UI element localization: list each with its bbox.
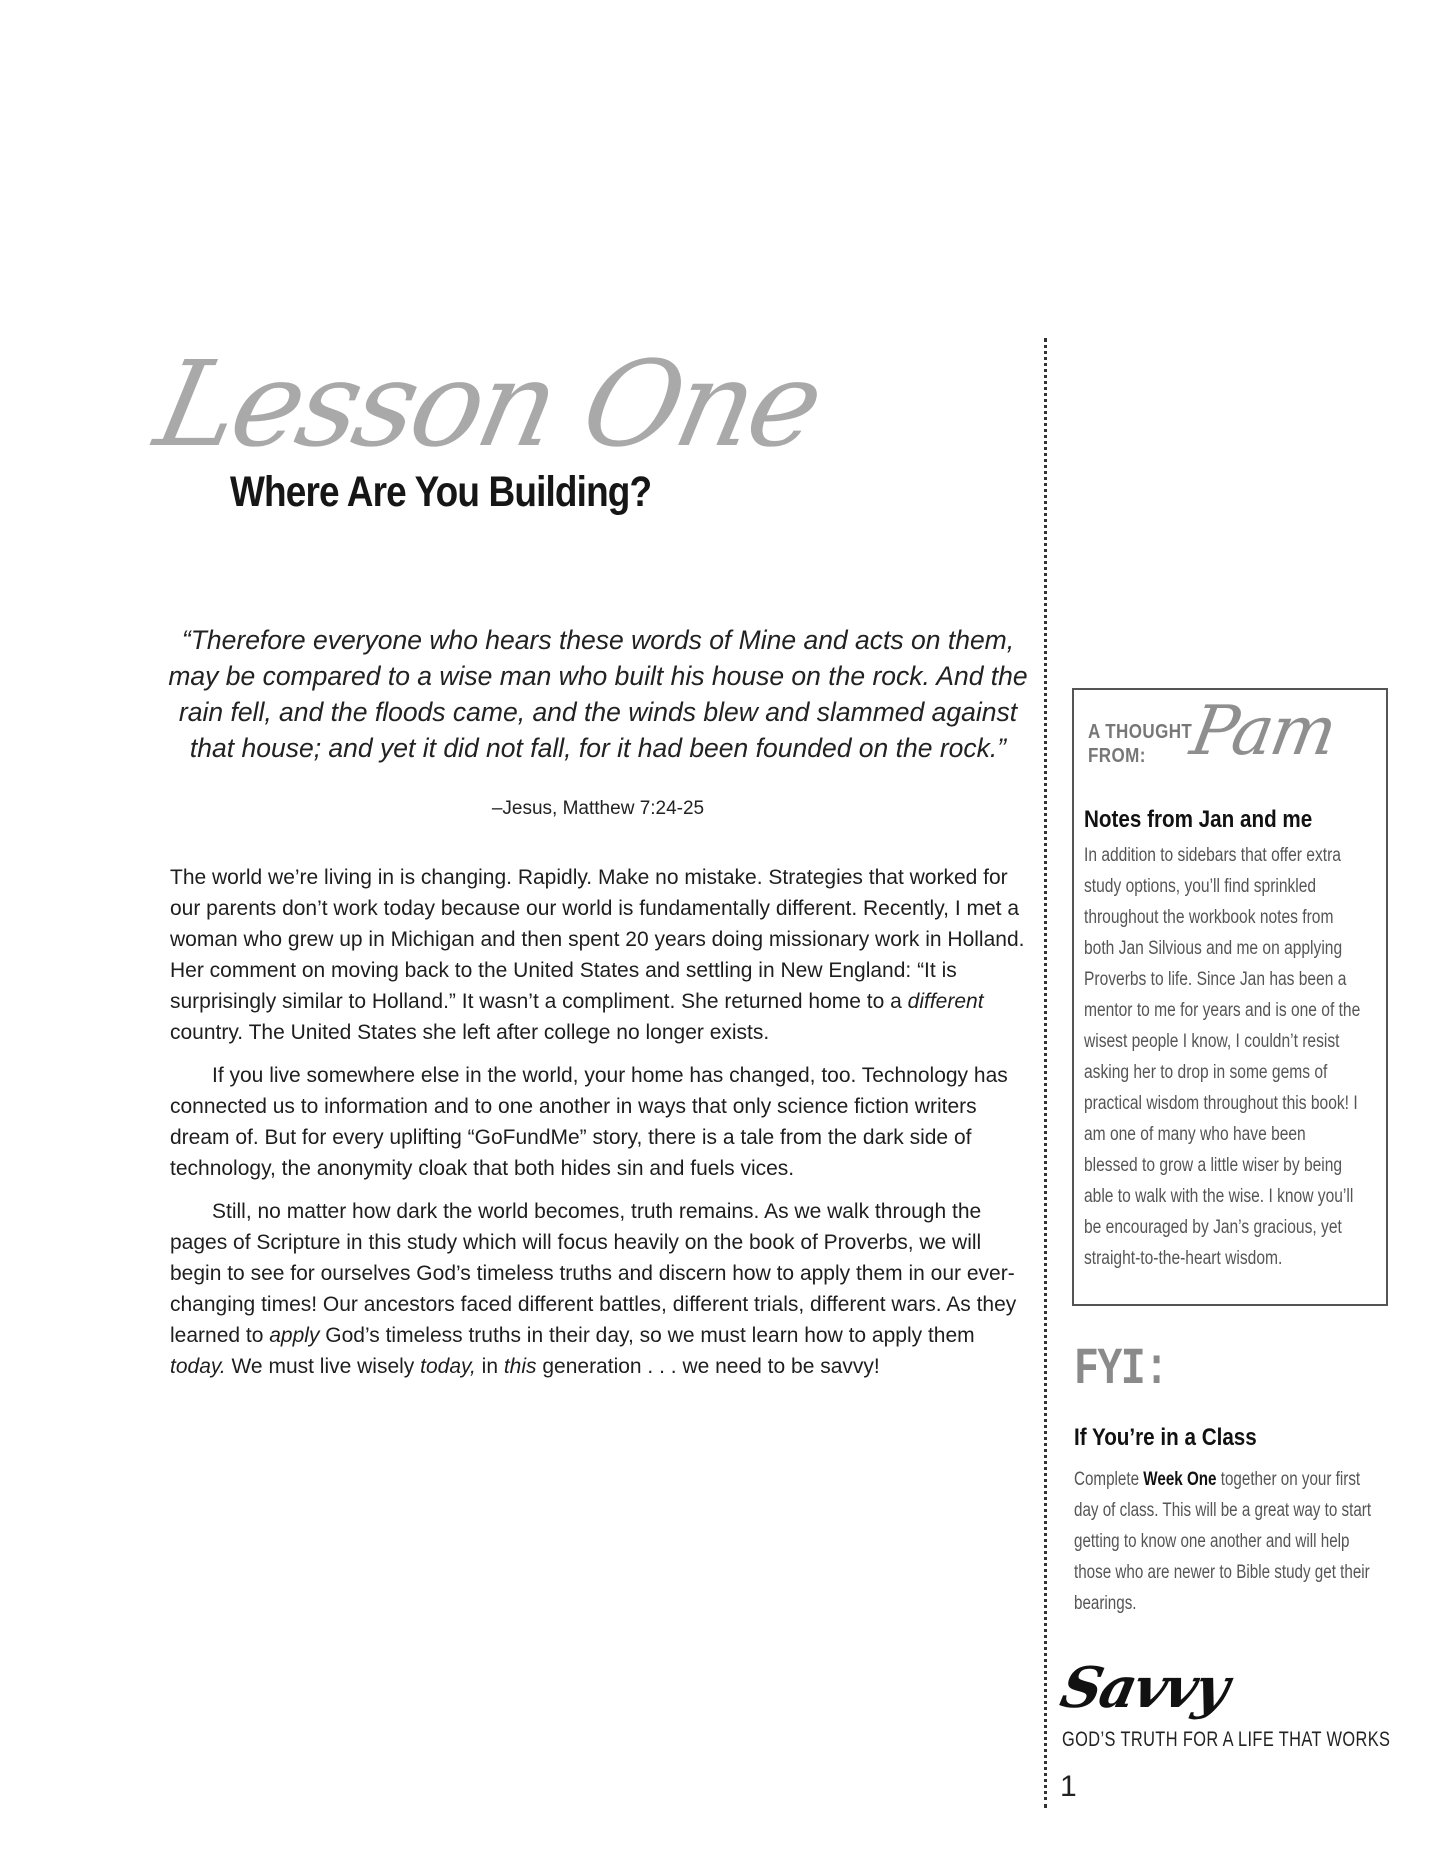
- fyi-bold-text: Week One: [1143, 1469, 1217, 1490]
- lesson-script-title: Lesson One: [145, 335, 832, 473]
- fyi-body: [1074, 1464, 1378, 1619]
- sidebar-divider: [1044, 338, 1047, 1808]
- body-text: God’s timeless truths in their day, so we must learn how to apply them: [319, 1324, 975, 1347]
- body-emphasis: different: [907, 990, 984, 1013]
- fyi-text: together on your first day of class. This will be a great way to start getting to know one another and will help those who are newer to Bible study get their bearings.: [1074, 1469, 1372, 1614]
- thought-body: In addition to sidebars that offer extra study options, you’ll find sprinkled throughout the workbook notes from both Jan Silvious and me on applying Proverbs to life. Since Jan has been a mentor to me for years and is one of the wisest people I know, I couldn’t resist asking her to drop in some gems of practical wisdom throughout this book! I am one of many who have been blessed to grow a little wiser by being able to walk with the wise. I know you’ll be encouraged by Jan’s gracious, yet straight-to-the-heart wisdom.: [1084, 845, 1361, 1269]
- fyi-heading: If You’re in a Class: [1074, 1424, 1257, 1451]
- body-text: country. The United States she left after college no longer exists.: [170, 1021, 770, 1044]
- body-text: We must live wisely: [225, 1355, 421, 1378]
- body-text: Still, no matter how dark the world becomes, truth remains. As we walk through the pages of Scripture in this study which will focus heavily on the book of Proverbs, we will begin to see for ourselves God’s timeless truths and discern how to apply them in our ever-changing times! Our ancestors faced different battles, different trials, different wars. As they learned to: [170, 1200, 1017, 1347]
- thought-sidebar-box: [1072, 688, 1388, 1306]
- body-emphasis: today.: [170, 1355, 226, 1378]
- body-paragraph-3: [170, 1196, 1032, 1382]
- scripture-citation: –Jesus, Matthew 7:24-25: [491, 798, 705, 819]
- body-text: in: [475, 1355, 504, 1378]
- thought-author-name: Pam: [1185, 692, 1341, 771]
- body-emphasis: today,: [420, 1355, 476, 1378]
- lesson-title: Where Are You Building?: [230, 468, 652, 516]
- thought-label-line: A THOUGHT: [1088, 721, 1193, 743]
- fyi-text: Complete: [1074, 1469, 1144, 1490]
- thought-label: [1088, 720, 1199, 768]
- scripture-quote: “Therefore everyone who hears these words of Mine and acts on them, may be compared to a wise man who built his house on the rock. And the rain fell, and the floods came, and the winds blew and slammed against that house; and yet it did not fall, for it had been founded on the rock.”: [168, 625, 1028, 763]
- savvy-tagline: GOD’S TRUTH FOR A LIFE THAT WORKS: [1062, 1728, 1391, 1751]
- body-paragraph-2: If you live somewhere else in the world, your home has changed, too. Technology has connected us to information and to one another in ways that only science fiction writers dream of. But for every uplifting “GoFundMe” story, there is a tale from the dark side of technology, the anonymity cloak that both hides sin and fuels vices.: [170, 1064, 1008, 1180]
- body-text: The world we’re living in is changing. Rapidly. Make no mistake. Strategies that worked for our parents don’t work today because our world is fundamentally different. Recently, I met a woman who grew up in Michigan and then spent 20 years doing missionary work in Holland. Her comment on moving back to the United States and settling in New England: “It is surprisingly similar to Holland.” It wasn’t a compliment. She returned home to a: [170, 866, 1025, 1013]
- body-text: generation . . . we need to be savvy!: [536, 1355, 880, 1378]
- body-emphasis: apply: [269, 1324, 320, 1347]
- body-emphasis: this: [503, 1355, 537, 1378]
- body-paragraph-1: [170, 862, 1032, 1048]
- thought-heading: Notes from Jan and me: [1084, 806, 1313, 833]
- fyi-label: FYI:: [1074, 1340, 1168, 1399]
- thought-label-line: FROM:: [1088, 745, 1146, 767]
- body-copy: [170, 862, 1032, 1394]
- savvy-logo: Savvy: [1054, 1655, 1234, 1721]
- page-number: 1: [1060, 1770, 1077, 1803]
